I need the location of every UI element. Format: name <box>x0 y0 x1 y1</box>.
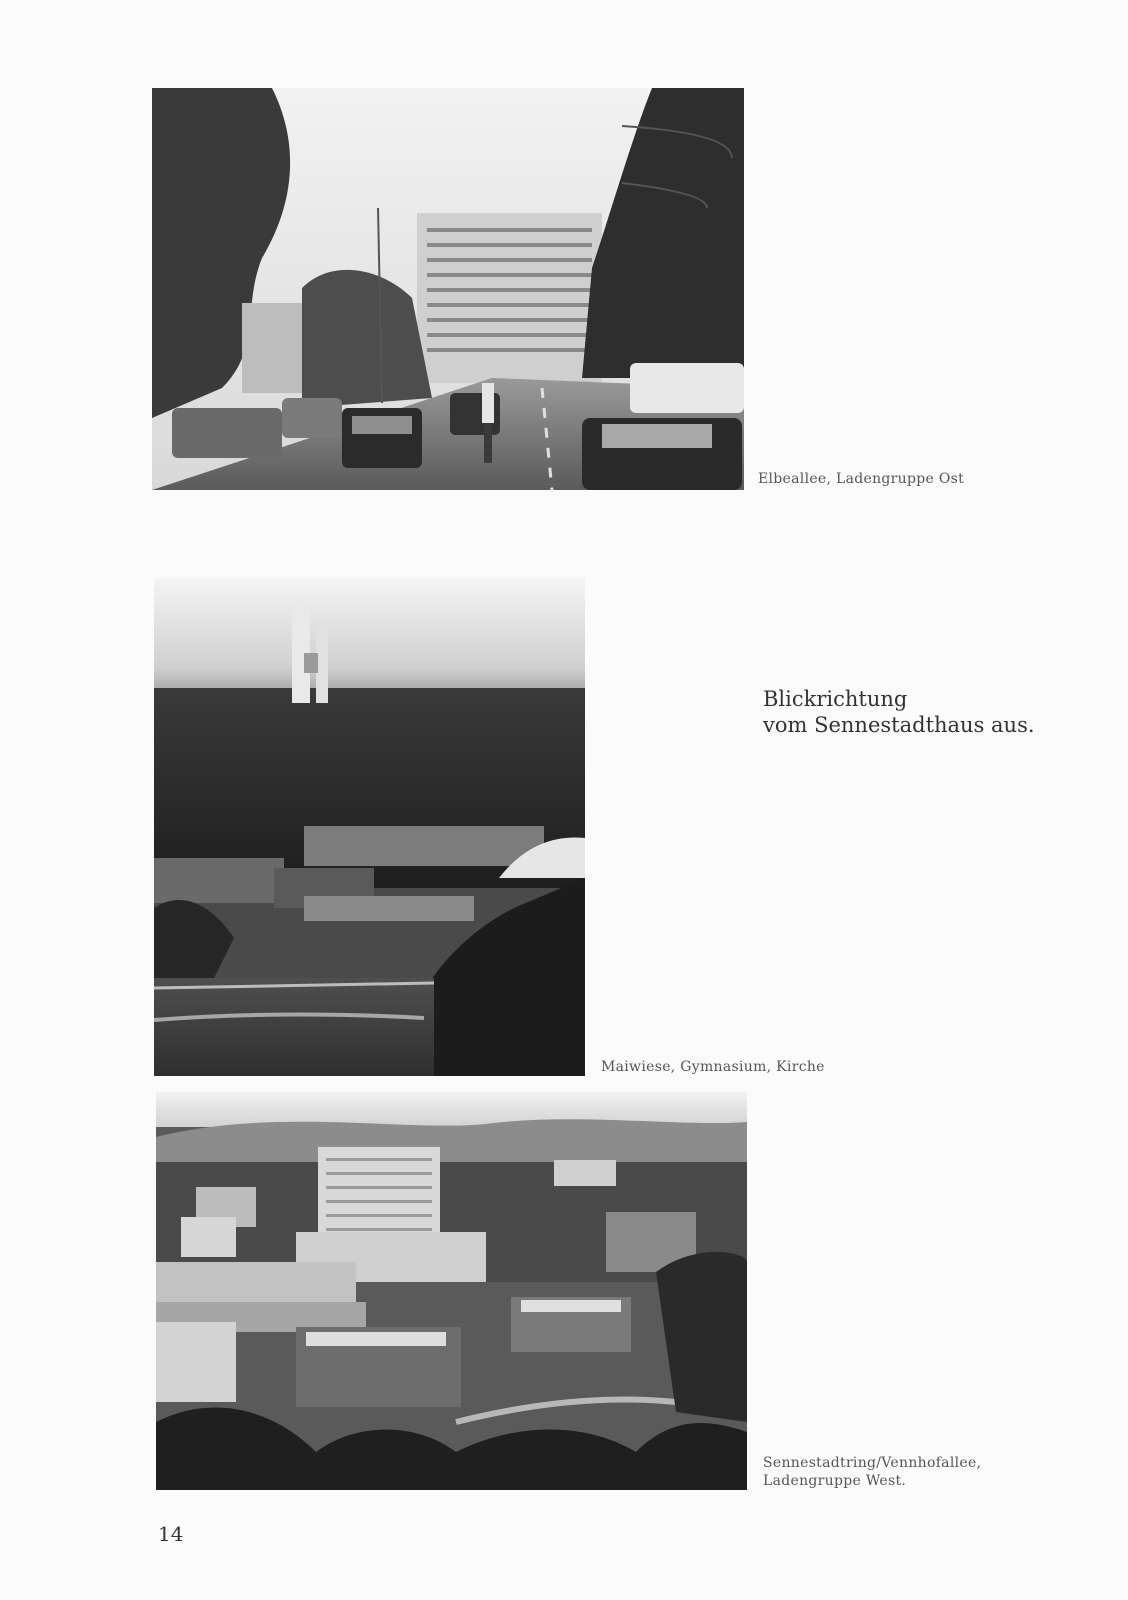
section-heading <box>763 686 1035 738</box>
photo-maiwiese-image <box>154 578 585 1076</box>
photo-2-caption: Maiwiese, Gymnasium, Kirche <box>601 1059 825 1075</box>
heading-line-2: vom Sennestadthaus aus. <box>763 713 1035 737</box>
heading-line-1: Blickrichtung <box>763 687 908 711</box>
page-number: 14 <box>158 1522 184 1546</box>
photo-street-scene-image <box>152 88 744 490</box>
photo-3-caption-line-2: Ladengruppe West. <box>763 1473 907 1489</box>
photo-3-caption <box>763 1454 981 1490</box>
photo-town-center-image <box>156 1092 747 1490</box>
photo-1-caption: Elbeallee, Ladengruppe Ost <box>758 471 965 487</box>
photo-maiwiese-view <box>154 578 585 1076</box>
photo-street-scene <box>152 88 744 490</box>
photo-3-caption-line-1: Sennestadtring/Vennhofallee, <box>763 1455 982 1471</box>
photo-town-center <box>156 1092 747 1490</box>
